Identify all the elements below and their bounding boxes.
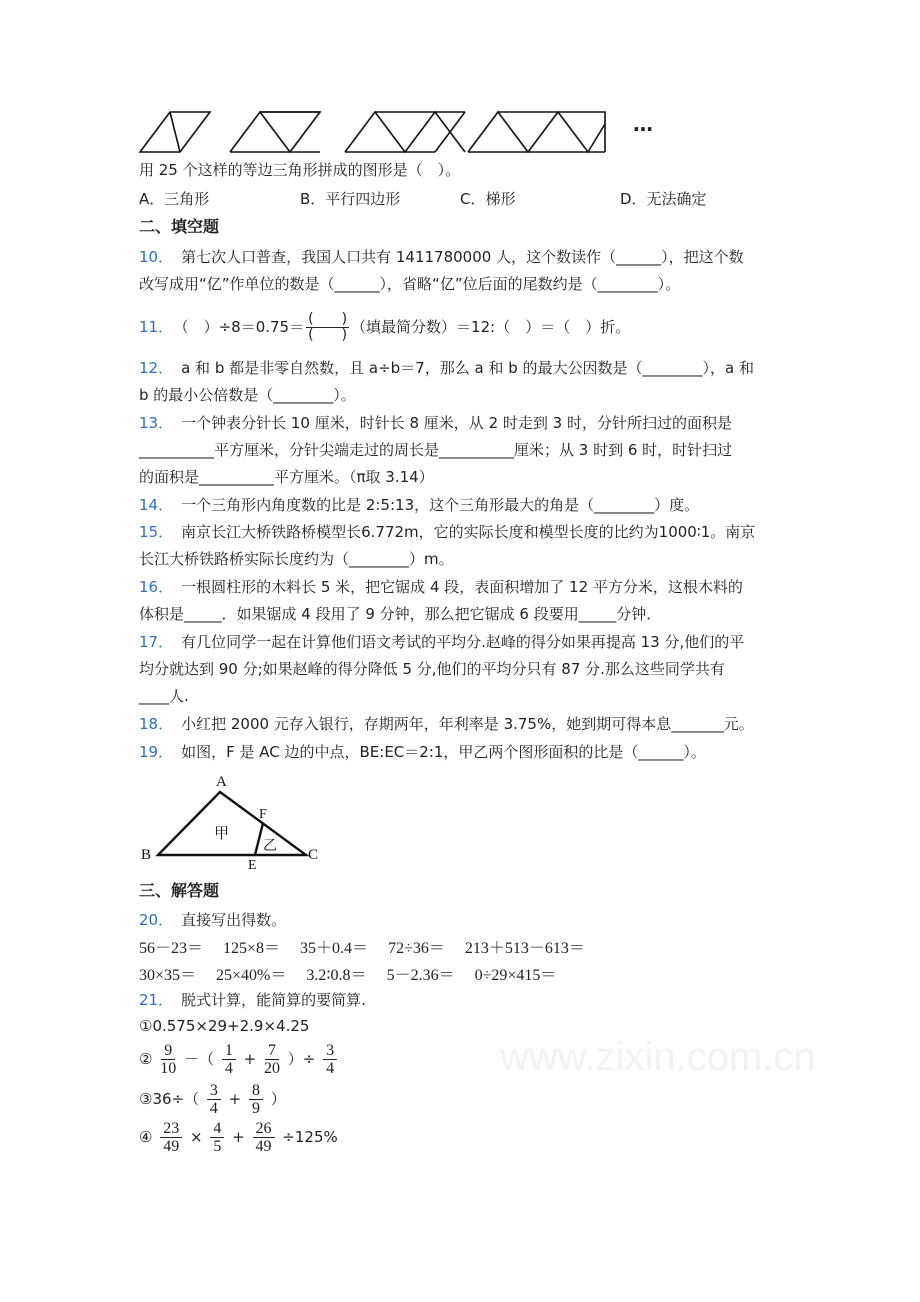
q17-number: 17． bbox=[139, 633, 174, 651]
q20-row1 bbox=[139, 935, 605, 958]
watermark: www.zixin.com.cn bbox=[500, 1035, 816, 1079]
q19-label-jia: 甲 bbox=[214, 824, 230, 842]
q20-expr: 25×40%＝ bbox=[216, 967, 287, 984]
q19-label-e: E bbox=[248, 858, 257, 873]
q13-line3: 的面积是__________平方厘米。（π取 3.14） bbox=[139, 468, 434, 486]
triangle-pattern-figure bbox=[130, 104, 670, 160]
q18-line1: 18． 小红把 2000 元存入银行，存期两年，年利率是 3.75%，她到期可得本息_______元。 bbox=[139, 715, 754, 733]
q13-line1: 13． 一个钟表分针长 10 厘米，时针长 8 厘米，从 2 时走到 3 时，分针所扫过的面积是 bbox=[139, 414, 732, 432]
q20-title-line: 20． 直接写出得数。 bbox=[139, 911, 287, 929]
q19-label-a: A bbox=[216, 774, 227, 790]
q20-expr: 3.2∶0.8＝ bbox=[306, 967, 367, 984]
q15-line1: 15． 南京长江大桥铁路桥模型长6.772m，它的实际长度和模型长度的比约为1000∶1。南京 bbox=[139, 523, 756, 541]
q21-expr-3: ③36÷（ $\frac{3}{4}$ + $\frac{8}{9}$ ） bbox=[139, 1082, 286, 1117]
q20-expr: 0÷29×415＝ bbox=[474, 967, 557, 984]
q17-line1: 17． 有几位同学一起在计算他们语文考试的平均分.赵峰的得分如果再提高 13 分,他们的平 bbox=[139, 633, 745, 651]
q13-number: 13． bbox=[139, 414, 174, 432]
q13-line2: __________平方厘米，分针尖端走过的周长是__________厘米；从 3 时到 6 时，时针扫过 bbox=[139, 441, 733, 459]
q14-number: 14． bbox=[139, 496, 174, 514]
q19-label-f: F bbox=[259, 807, 267, 822]
q11-number: 11． bbox=[139, 318, 174, 336]
q9-stem: 用 25 个这样的等边三角形拼成的图形是（ ）。 bbox=[139, 161, 461, 179]
q16-line1: 16． 一根圆柱形的木料长 5 米，把它锯成 4 段，表面积增加了 12 平方分米，这根木料的 bbox=[139, 578, 743, 596]
q9-option-c: C．梯形 bbox=[460, 190, 516, 208]
q21-expr-1: ①0.575×29+2.9×4.25 bbox=[139, 1017, 310, 1035]
q9-option-a: A．三角形 bbox=[139, 190, 210, 208]
q19-triangle-figure bbox=[138, 770, 328, 873]
q11-fraction: $\frac{( )}{( )}$ bbox=[308, 311, 348, 343]
q19-number: 19． bbox=[139, 743, 174, 761]
pattern-ellipsis: … bbox=[633, 112, 653, 136]
q17-line3: ____人. bbox=[139, 687, 189, 705]
q21-number: 21． bbox=[139, 991, 174, 1009]
q20-expr: 35＋0.4＝ bbox=[300, 940, 369, 957]
q10-number: 10． bbox=[139, 248, 174, 266]
q19-label-b: B bbox=[141, 847, 152, 863]
q20-expr: 72÷36＝ bbox=[388, 940, 445, 957]
q14-line1: 14． 一个三角形内角度数的比是 2:5:13，这个三角形最大的角是（________）度。 bbox=[139, 496, 700, 514]
q16-line2: 体积是_____．如果锯成 4 段用了 9 分钟，那么把它锯成 6 段要用_____分钟． bbox=[139, 605, 662, 623]
section3-title: 三、解答题 bbox=[139, 881, 220, 900]
q12-line1: 12． a 和 b 都是非零自然数，且 a÷b＝7，那么 a 和 b 的最大公因数是（________），a 和 bbox=[139, 359, 754, 377]
q9-option-d: D．无法确定 bbox=[620, 190, 707, 208]
q9-option-b: B．平行四边形 bbox=[300, 190, 401, 208]
q15-line2: 长江大桥铁路桥实际长度约为（________）m。 bbox=[139, 550, 454, 568]
q17-line2: 均分就达到 90 分;如果赵峰的得分降低 5 分,他们的平均分只有 87 分.那么这些同学共有 bbox=[139, 660, 725, 678]
q18-number: 18． bbox=[139, 715, 174, 733]
q20-number: 20． bbox=[139, 911, 174, 929]
q12-number: 12． bbox=[139, 359, 174, 377]
q15-number: 15． bbox=[139, 523, 174, 541]
q20-expr: 5－2.36＝ bbox=[386, 967, 455, 984]
q19-label-yi: 乙 bbox=[263, 838, 277, 854]
q11-line1: 11． （ ）÷8＝0.75＝ $\frac{( )}{( )}$ （填最简分数）＝12:（ ）＝（ ）折。 bbox=[139, 311, 631, 343]
q20-expr: 213＋513－613＝ bbox=[464, 940, 585, 957]
q10-line2: 改写成用“亿”作单位的数是（______），省略“亿”位后面的尾数约是（________）。 bbox=[139, 275, 681, 293]
q21-title-line: 21． 脱式计算，能简算的要简算. bbox=[139, 991, 366, 1009]
q12-line2: b 的最小公倍数是（________）。 bbox=[139, 386, 356, 404]
q20-expr: 56－23＝ bbox=[139, 940, 204, 957]
q16-number: 16． bbox=[139, 578, 174, 596]
q21-expr-2: ② $\frac{9}{10}$ －（ $\frac{1}{4}$ + $\frac{7}{20}$ ）÷ $\frac{3}{4}$ bbox=[139, 1042, 340, 1077]
q10-line1: 10． 第七次人口普查，我国人口共有 1411780000 人，这个数读作（______），把这个数 bbox=[139, 248, 744, 266]
q20-row2 bbox=[139, 962, 576, 985]
q19-label-c: C bbox=[308, 847, 319, 863]
q19-line1: 19． 如图，F 是 AC 边的中点，BE:EC＝2:1，甲乙两个图形面积的比是（______）。 bbox=[139, 743, 706, 761]
q20-expr: 125×8＝ bbox=[223, 940, 281, 957]
q20-expr: 30×35＝ bbox=[139, 967, 197, 984]
section2-title: 二、填空题 bbox=[139, 217, 220, 236]
q21-expr-4: ④ $\frac{23}{49}$ × $\frac{4}{5}$ + $\frac{26}{49}$ ÷125% bbox=[139, 1120, 338, 1155]
